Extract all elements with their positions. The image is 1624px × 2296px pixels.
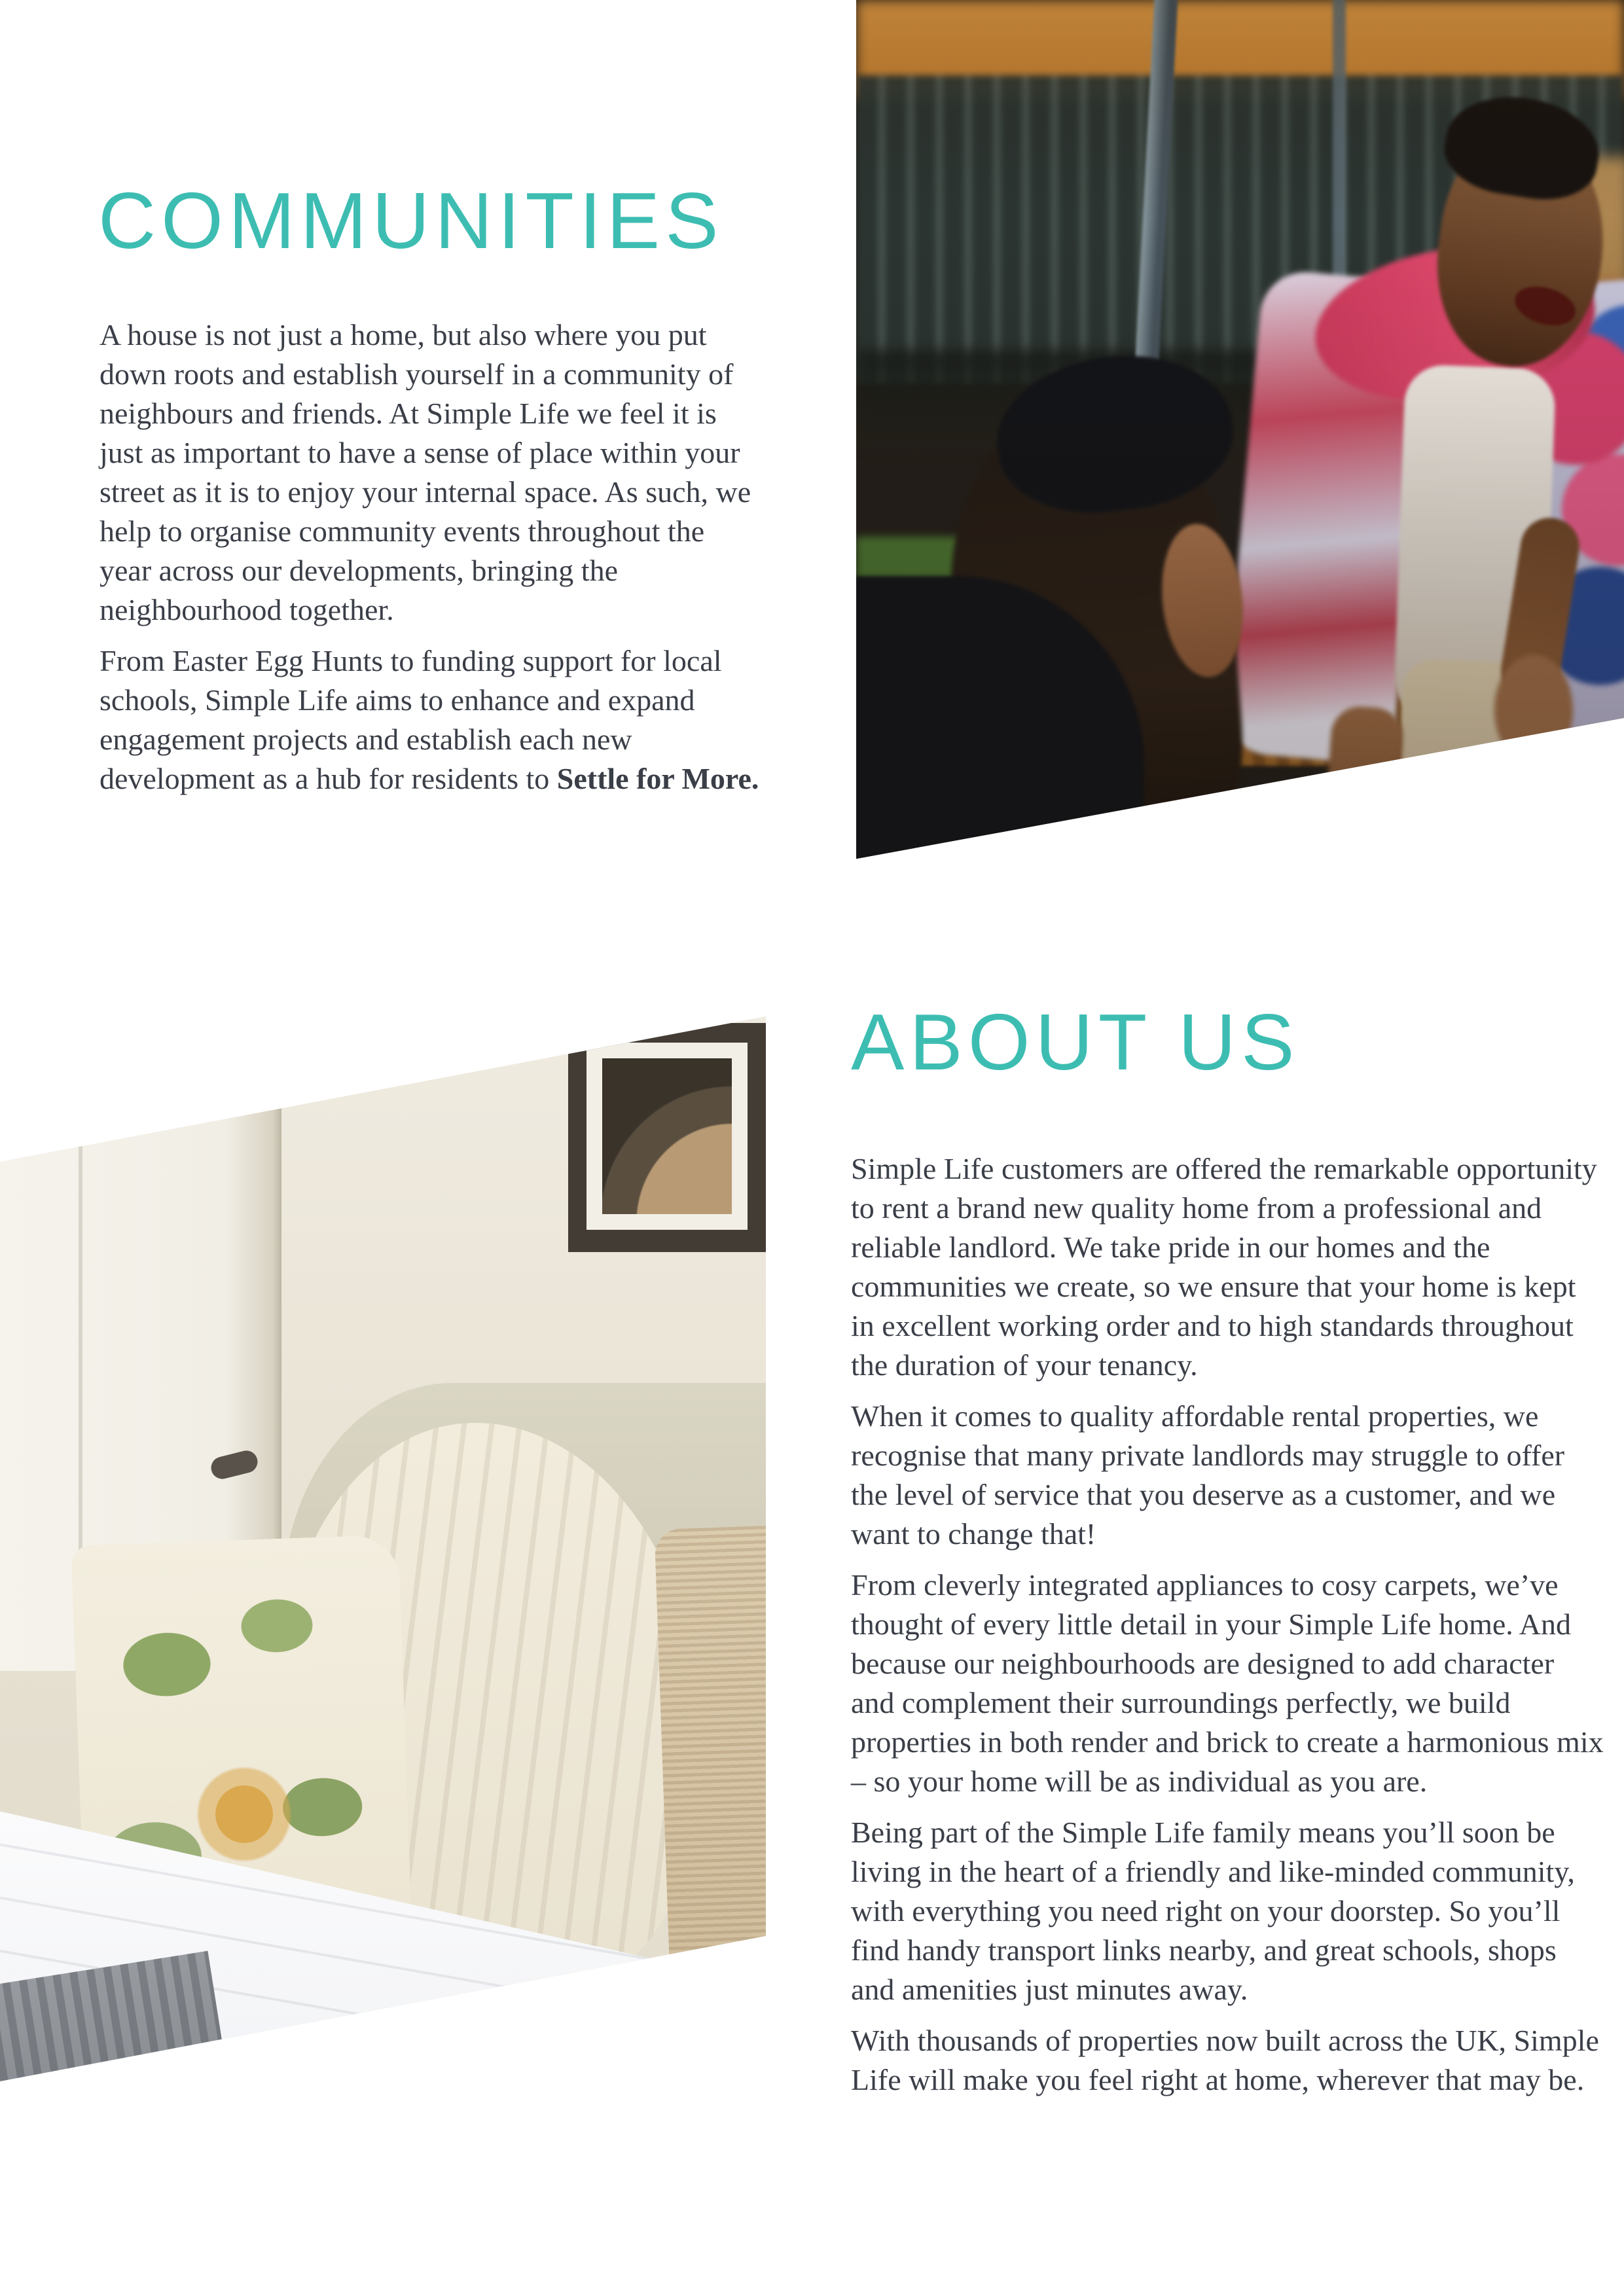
communities-paragraph-2-text: From Easter Egg Hunts to funding support for local schools, Simple Life aims to enhance and expand engagement projects and establish each new development as a hub for residents to (99, 644, 722, 795)
photo-woven-cushion (655, 1524, 766, 2000)
bedroom-photo (0, 1016, 766, 2081)
communities-heading: COMMUNITIES (98, 176, 724, 265)
communities-photo (856, 0, 1624, 864)
about-paragraph-4: Being part of the Simple Life family means you’ll soon be living in the heart of a friendly and like-minded community, with everything you need right on your doorstep. So you’ll find handy transport links nearby, and great schools, shops and amenities just minutes away. (851, 1816, 1575, 2006)
about-paragraph-1: Simple Life customers are offered the remarkable opportunity to rent a brand new quality home from a professional and reliable landlord. We take pride in our homes and the communities we create, so we ensure that your home is kept in excellent working order and to high standards throughout the duration of your tenancy. (851, 1152, 1597, 1382)
photo-picture-art (602, 1058, 732, 1214)
about-paragraph-3: From cleverly integrated appliances to cosy carpets, we’ve thought of every little detail in your Simple Life home. And because our neighbourhoods are designed to add character and complement their surroundings perfectly, we build properties in both render and brick to create a harmonious mix – so your home will be as individual as you are. (851, 1568, 1604, 1798)
communities-paragraph-1: A house is not just a home, but also where you put down roots and establish yourself in a community of neighbours and friends. At Simple Life we feel it is just as important to have a sense of place within your street as it is to enjoy your internal space. As such, we help to organise community events throughout the year across our developments, bringing the neighbourhood together. (99, 318, 751, 626)
communities-text-column (99, 315, 761, 810)
about-paragraph-5: With thousands of properties now built across the UK, Simple Life will make you feel right at home, wherever that may be. (851, 2024, 1599, 2096)
communities-paragraph-2 (99, 641, 761, 798)
settle-for-more-emphasis: Settle for More. (556, 762, 759, 795)
about-paragraph-2: When it comes to quality affordable rental properties, we recognise that many private landlords may struggle to offer the level of service that you deserve as a customer, and we want to change that! (851, 1399, 1565, 1551)
about-us-heading: ABOUT US (851, 997, 1300, 1086)
about-us-text-column (851, 1149, 1604, 2111)
photo-vignette-overlay (856, 0, 1624, 864)
